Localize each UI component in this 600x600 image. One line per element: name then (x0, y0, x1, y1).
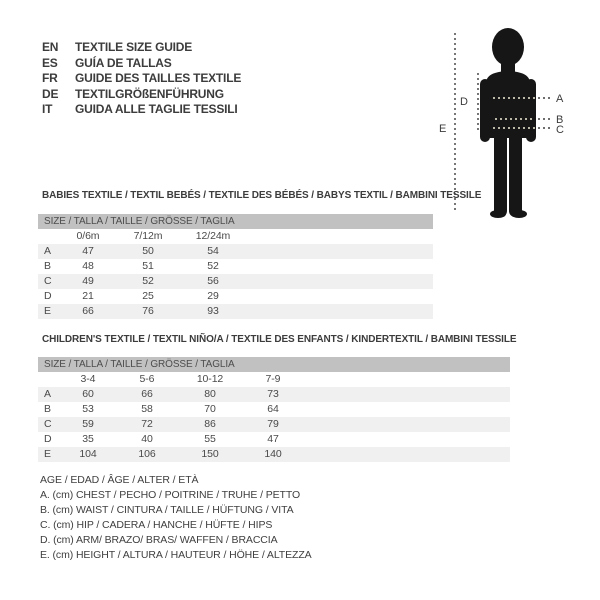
cell: 66 (141, 388, 153, 400)
cell: 25 (142, 290, 154, 302)
table-row (38, 289, 433, 304)
column-header-row (38, 372, 510, 387)
child-silhouette (480, 28, 536, 218)
language-code: FR (42, 71, 58, 85)
cell: 51 (142, 260, 154, 272)
cell: 73 (267, 388, 279, 400)
size-bar: SIZE / TALLA / TAILLE / GRÖSSE / TAGLIA (38, 214, 433, 229)
table-row (38, 402, 510, 417)
legend-item-waist: B. (cm) WAIST / CINTURA / TAILLE / HÜFTUNG / VITA (40, 504, 294, 516)
cell: 52 (207, 260, 219, 272)
cell: 56 (207, 275, 219, 287)
column-header: 0/6m (76, 230, 100, 242)
cell: 79 (267, 418, 279, 430)
table-row (38, 274, 433, 289)
cell: 47 (267, 433, 279, 445)
row-label: B (44, 403, 51, 415)
babies-section-title: BABIES TEXTILE / TEXTIL BEBÉS / TEXTILE DES BÉBÉS / BABYS TEXTIL / BAMBINI TESSILE (42, 190, 482, 201)
language-title: GUIDE DES TAILLES TEXTILE (75, 71, 242, 85)
row-label: C (44, 275, 52, 287)
cell: 76 (142, 305, 154, 317)
children-section-title: CHILDREN'S TEXTILE / TEXTIL NIÑO/A / TEXTILE DES ENFANTS / KINDERTEXTIL / BAMBINI TESSILE (42, 334, 517, 345)
table-row (38, 387, 510, 402)
row-label: E (44, 448, 51, 460)
language-title: TEXTILE SIZE GUIDE (75, 40, 193, 54)
row-label: C (44, 418, 52, 430)
language-row (42, 87, 241, 103)
column-header: 10-12 (196, 373, 224, 385)
cell: 21 (82, 290, 94, 302)
cell: 50 (142, 245, 154, 257)
cell: 58 (141, 403, 153, 415)
language-code: EN (42, 40, 59, 54)
table-row (38, 304, 433, 319)
cell: 93 (207, 305, 219, 317)
row-label: E (44, 305, 51, 317)
row-label: A (44, 388, 51, 400)
language-code: DE (42, 86, 59, 101)
language-title: TEXTILGRÖßENFÜHRUNG (75, 86, 224, 101)
measure-label-a: A (556, 93, 564, 105)
row-label: D (44, 433, 52, 445)
legend-item-hip: C. (cm) HIP / CADERA / HANCHE / HÜFTE / HIPS (40, 519, 273, 531)
legend-item-chest: A. (cm) CHEST / PECHO / POITRINE / TRUHE / PETTO (40, 489, 301, 501)
table-row (38, 259, 433, 274)
measure-label-c: C (556, 124, 564, 136)
children-size-table (38, 357, 510, 462)
language-title: GUIDA ALLE TAGLIE TESSILI (75, 102, 238, 116)
cell: 60 (82, 388, 94, 400)
row-label: A (44, 245, 51, 257)
cell: 59 (82, 418, 94, 430)
language-row (42, 40, 241, 56)
language-row (42, 71, 241, 87)
row-label: B (44, 260, 51, 272)
cell: 40 (141, 433, 153, 445)
cell: 66 (82, 305, 94, 317)
column-header: 7/12m (133, 230, 163, 242)
cell: 48 (82, 260, 94, 272)
cell: 106 (138, 448, 156, 460)
babies-size-table (38, 214, 433, 319)
table-row (38, 244, 433, 259)
column-header: 3-4 (80, 373, 96, 385)
cell: 52 (142, 275, 154, 287)
table-row (38, 432, 510, 447)
cell: 49 (82, 275, 94, 287)
cell: 86 (204, 418, 216, 430)
cell: 47 (82, 245, 94, 257)
cell: 140 (264, 448, 282, 460)
cell: 70 (204, 403, 216, 415)
cell: 29 (207, 290, 219, 302)
cell: 150 (201, 448, 219, 460)
table-row (38, 417, 510, 432)
measure-label-b: B (556, 114, 564, 126)
column-header: 12/24m (195, 230, 231, 242)
language-row (42, 56, 241, 72)
language-code: IT (42, 102, 53, 116)
size-bar: SIZE / TALLA / TAILLE / GRÖSSE / TAGLIA (38, 357, 510, 372)
cell: 54 (207, 245, 219, 257)
column-header-row (38, 229, 433, 244)
cell: 72 (141, 418, 153, 430)
cell: 64 (267, 403, 279, 415)
cell: 80 (204, 388, 216, 400)
cell: 35 (82, 433, 94, 445)
measure-label-e: E (439, 123, 447, 135)
cell: 104 (79, 448, 97, 460)
language-row (42, 102, 241, 118)
cell: 55 (204, 433, 216, 445)
language-title-block (42, 40, 241, 118)
measure-label-d: D (460, 96, 468, 108)
language-code: ES (42, 55, 58, 70)
row-label: D (44, 290, 52, 302)
language-title: GUÍA DE TALLAS (75, 55, 172, 70)
table-row (38, 447, 510, 462)
column-header: 7-9 (265, 373, 281, 385)
legend-item-height: E. (cm) HEIGHT / ALTURA / HAUTEUR / HÖHE / ALTEZZA (40, 549, 312, 561)
measurement-legend (40, 473, 312, 563)
column-header: 5-6 (139, 373, 155, 385)
legend-item-arm: D. (cm) ARM/ BRAZO/ BRAS/ WAFFEN / BRACCIA (40, 534, 278, 546)
cell: 53 (82, 403, 94, 415)
legend-age-line: AGE / EDAD / ÂGE / ALTER / ETÀ (40, 474, 199, 486)
